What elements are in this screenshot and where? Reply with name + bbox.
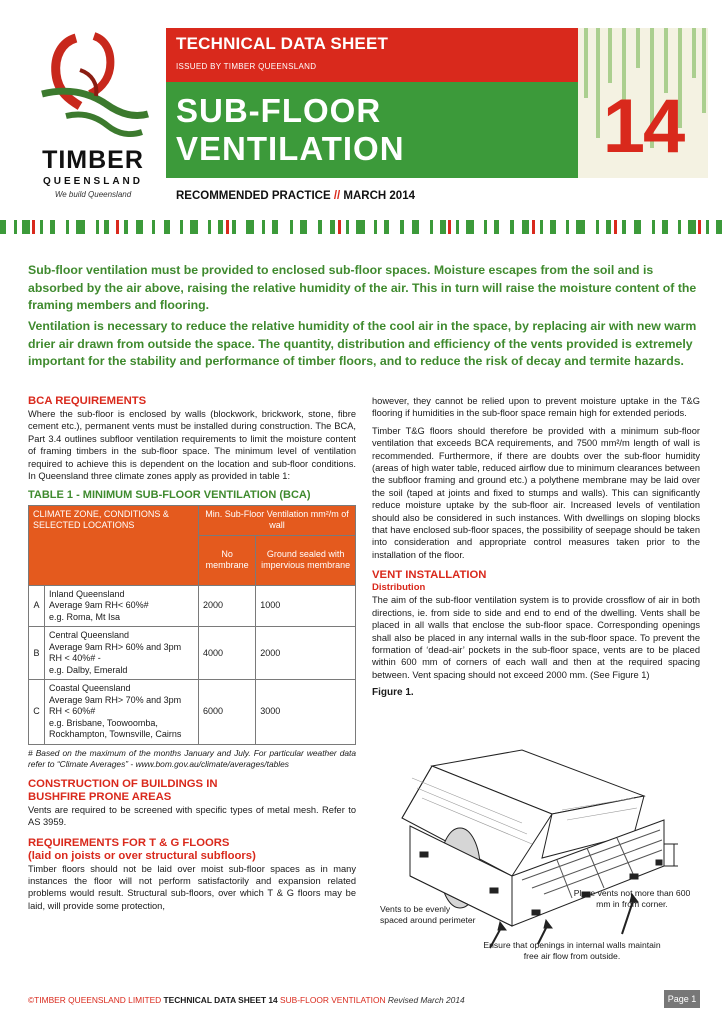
tg-paragraph-2: Timber T&G floors should therefore be provided with a minimum sub-floor ventilation that exceeds BCA requirements, and 7500 mm²/m length of wall is recommended. Furthermore, if there are doubts over the sub-floor humidity (areas of high water table, reduced airflow due to minimum clearances between the subfloor framing and ground etc.) a polythene membrane may be laid over the soil (taped at joints and fixed to stumps and walls). This can significantly reduce moisture uptake by the sub-floor air. Increased levels of ventilation should also be considered in such instances. With dwellings on sloping blocks that have enclosed sub-floor spaces, the possibility of seepage should be taken into consideration and appropriate control measures taken prior to the installation of the floor. bbox=[372, 425, 700, 560]
zone-condition: Average 9am RH> 70% and 3pm RH < 60%# bbox=[49, 694, 182, 717]
decorative-barcode-strip bbox=[0, 220, 724, 234]
vent-installation-heading: VENT INSTALLATION bbox=[372, 569, 487, 582]
zone-description bbox=[45, 680, 199, 745]
intro-paragraph-1: Sub-floor ventilation must be provided to enclosed sub-floor spaces. Moisture escapes from the soil and is absorbed by the air above, raising the relative humidity of the air. This in turn will raise the moisture content of the framing members and flooring. bbox=[28, 263, 697, 312]
zone-examples: e.g. Roma, Mt Isa bbox=[49, 611, 121, 622]
bushfire-heading-line-2: BUSHFIRE PRONE AREAS bbox=[28, 790, 172, 803]
practice-label: RECOMMENDED PRACTICE bbox=[176, 190, 331, 202]
title-banner bbox=[166, 82, 578, 178]
no-membrane-value: 4000 bbox=[199, 627, 256, 680]
issue-date: MARCH 2014 bbox=[343, 190, 415, 202]
ventilation-table bbox=[28, 505, 356, 745]
zone-name: Coastal Queensland bbox=[49, 683, 131, 694]
table-row bbox=[29, 680, 356, 745]
table-header-ventilation: Min. Sub-Floor Ventilation mm²/m of wall bbox=[199, 505, 356, 535]
no-membrane-value: 2000 bbox=[199, 585, 256, 627]
zone-examples: e.g. Brisbane, Toowoomba, Rockhampton, Townsville, Cairns bbox=[49, 717, 182, 740]
practice-date-line bbox=[176, 190, 415, 202]
table-row bbox=[29, 585, 356, 627]
tg-body: Timber floors should not be laid over moist sub-floor spaces as in many instances the floor will not perform satisfactorily and expansion related problems would result. Structural sub-floors, over which T & G floors may be laid, will provide some protection, bbox=[28, 863, 356, 911]
page-number-badge: Page 1 bbox=[664, 990, 700, 1008]
logo-emblem-icon bbox=[36, 30, 150, 140]
table-header-membrane: Ground sealed with impervious membrane bbox=[256, 535, 356, 585]
footer-document: TECHNICAL DATA SHEET 14 bbox=[163, 995, 278, 1005]
distribution-subheading: Distribution bbox=[372, 582, 426, 594]
sheet-type-label: TECHNICAL DATA SHEET bbox=[176, 34, 389, 53]
sheet-number: 14 bbox=[602, 84, 684, 169]
bca-heading: BCA REQUIREMENTS bbox=[28, 395, 147, 407]
intro-paragraph-2: Ventilation is necessary to reduce the relative humidity of the cool air in the space, by replacing air with new warm drier air drawn from outside the space. The quantity, distribution and efficiency of the vents provided is extremely important for the stability and performance of timber floors, and to reduce the risk of decay and termite hazards. bbox=[28, 319, 697, 368]
logo-region: QUEENSLAND bbox=[42, 176, 143, 187]
membrane-value: 3000 bbox=[256, 680, 356, 745]
figure-label: Figure 1. bbox=[372, 687, 414, 699]
zone-name: Inland Queensland bbox=[49, 588, 125, 599]
separator: // bbox=[333, 190, 341, 202]
vent-distribution-body: The aim of the sub-floor ventilation system is to provide crossflow of air in both directions, ie. from side to side and end to end of the dwelling. Vents shall be placed in all walls that enclose the sub-floor space. Corresponding openings shall also be placed in any internal walls in the sub-floor space. To prevent the formation of ‘dead-air’ pockets in the sub-floor space, vents are to be placed within 600 mm of corners of each wall and then at the required spacing between. Vent spacing should not exceed 2000 mm. (See Figure 1) bbox=[372, 595, 700, 680]
zone-letter: B bbox=[29, 627, 45, 680]
footer-revised: Revised March 2014 bbox=[387, 995, 465, 1005]
page-title-line-2: VENTILATION bbox=[176, 130, 405, 167]
technical-data-sheet-banner bbox=[166, 28, 578, 82]
tg-body-continued: however, they cannot be relied upon to prevent moisture uptake in the T&G flooring if humidities in the sub-floor space remain high for extended periods. bbox=[372, 396, 700, 419]
bushfire-body: Vents are required to be screened with specific types of metal mesh. Refer to AS 3959. bbox=[28, 804, 356, 828]
table-title: TABLE 1 - MINIMUM SUB-FLOOR VENTILATION (BCA) bbox=[28, 489, 311, 502]
page-title-line-1: SUB-FLOOR bbox=[176, 92, 382, 129]
figure-1-illustration bbox=[372, 748, 702, 970]
caption-corner: Place vents not more than 600 mm in from corner. bbox=[573, 888, 691, 909]
zone-letter: C bbox=[29, 680, 45, 745]
zone-examples: e.g. Dalby, Emerald bbox=[49, 664, 128, 675]
sheet-number-panel bbox=[578, 28, 708, 178]
table-header-no-membrane: No membrane bbox=[199, 535, 256, 585]
table-footnote: # Based on the maximum of the months January and July. For particular weather data refer to “Climate Averages” - www.bom.gov.au/climate/averages/tables bbox=[28, 747, 356, 769]
footer-copyright: ©TIMBER QUEENSLAND LIMITED bbox=[28, 995, 162, 1005]
tg-heading-line-1: REQUIREMENTS FOR T & G FLOORS bbox=[28, 836, 230, 849]
membrane-value: 2000 bbox=[256, 627, 356, 680]
logo-wordmark: TIMBER bbox=[42, 146, 144, 174]
zone-name: Central Queensland bbox=[49, 630, 130, 641]
zone-letter: A bbox=[29, 585, 45, 627]
logo-tagline: We build Queensland bbox=[54, 190, 132, 199]
membrane-value: 1000 bbox=[256, 585, 356, 627]
table-header-zone: CLIMATE ZONE, CONDITIONS & SELECTED LOCATIONS bbox=[29, 505, 199, 585]
left-column bbox=[28, 395, 356, 917]
bca-body: Where the sub-floor is enclosed by walls (blockwork, brickwork, stone, fibre cement etc.), permanent vents must be installed during construction. The BCA, Part 3.4 outlines subfloor ventilation requirements to limit the moisture content of framing timbers in the sub-floor space. The minimum level of ventilation required to achieve this is dependent on the location and sub-floor conditions. In Queensland three climate zones apply as provided in table 1: bbox=[28, 409, 356, 482]
issued-by: ISSUED BY TIMBER QUEENSLAND bbox=[176, 62, 317, 71]
zone-description bbox=[45, 627, 199, 680]
bushfire-heading-line-1: CONSTRUCTION OF BUILDINGS IN bbox=[28, 777, 218, 790]
tg-heading-line-2: (laid on joists or over structural subfloors) bbox=[28, 849, 256, 862]
zone-condition: Average 9am RH< 60%# bbox=[49, 600, 149, 611]
footer-topic: SUB-FLOOR VENTILATION bbox=[280, 995, 386, 1005]
caption-internal-walls: Ensure that openings in internal walls maintain free air flow from outside. bbox=[483, 940, 661, 961]
right-column bbox=[372, 395, 700, 700]
footer bbox=[28, 995, 465, 1005]
timber-queensland-logo bbox=[28, 30, 158, 200]
zone-condition: Average 9am RH> 60% and 3pm RH < 40%# - bbox=[49, 641, 182, 664]
zone-description bbox=[45, 585, 199, 627]
subfloor-house-diagram bbox=[372, 748, 702, 970]
no-membrane-value: 6000 bbox=[199, 680, 256, 745]
caption-even-spacing: Vents to be evenly spaced around perimeter bbox=[380, 904, 476, 925]
table-row bbox=[29, 627, 356, 680]
